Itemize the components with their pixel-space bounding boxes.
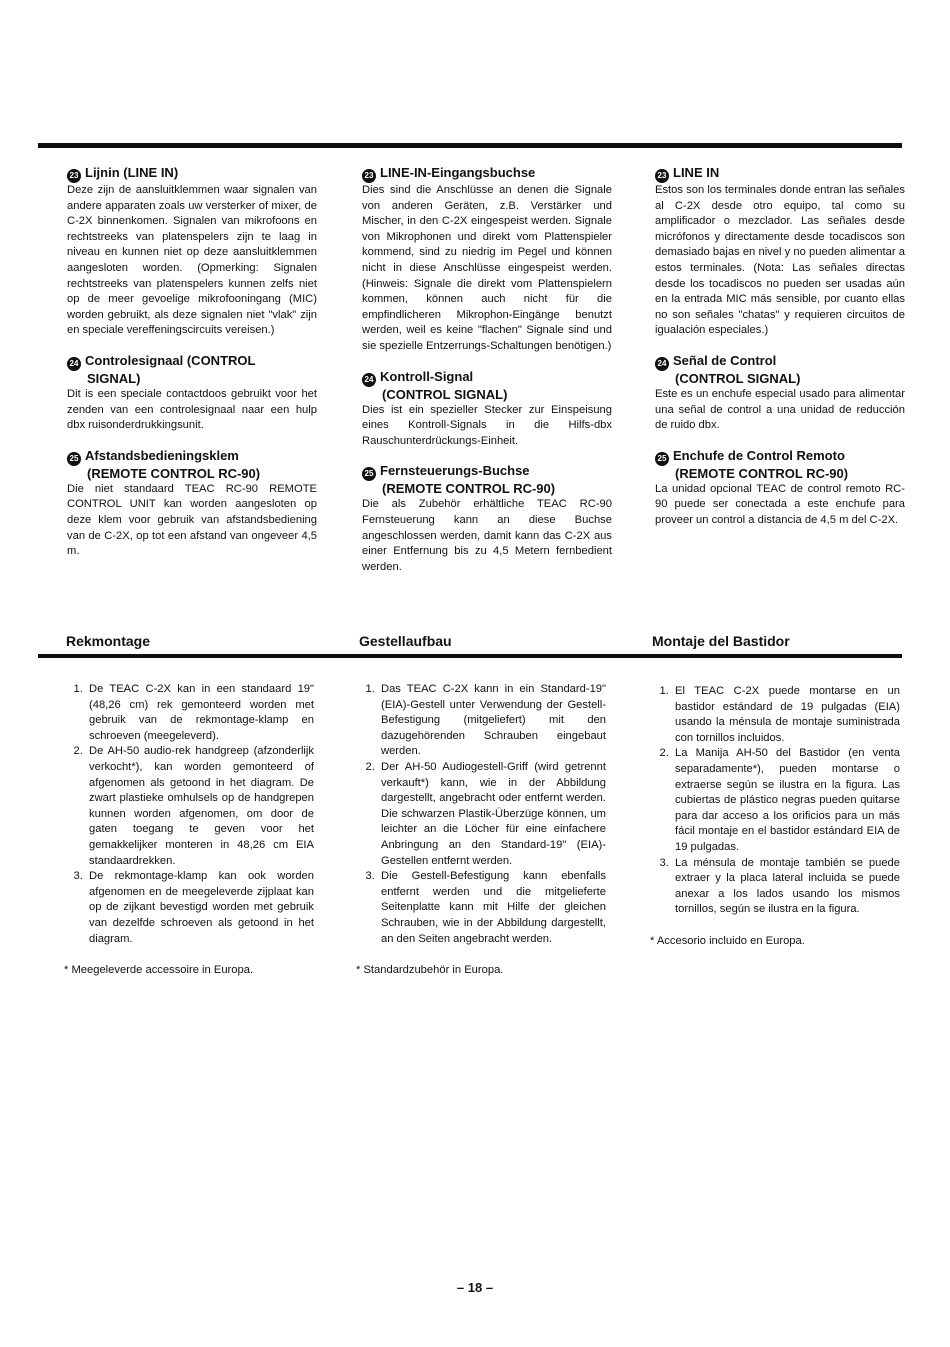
- page-number: – 18 –: [456, 1280, 494, 1295]
- section-heading-line2: (CONTROL SIGNAL): [382, 386, 508, 402]
- section-heading-line2: SIGNAL): [87, 370, 141, 386]
- column-dutch: [67, 165, 317, 574]
- section-line-in: [655, 165, 905, 339]
- section-control-signal: [655, 353, 905, 434]
- section-heading: 25 Enchufe de Control Remoto: [655, 448, 905, 466]
- rack-mount-dutch: [64, 682, 314, 979]
- section-body: Dies ist ein spezieller Stecker zur Einspeisung eines Kontroll-Signals in die Hilfs-dbx Rauschunterdrückungs-Einheit.: [362, 403, 612, 447]
- section-line-in: [67, 165, 317, 339]
- item-number-badge: 23: [655, 169, 669, 183]
- footnote: * Meegeleverde accessoire in Europa.: [64, 964, 254, 977]
- list-item: 2. De AH-50 audio-rek handgreep (afzonderlijk verkocht*), kan worden gemonteerd of afgenomen als getoond in het diagram. De zwart plastieke omhulsels op de handgrepen kunnen worden afgenomen, om door de gaten toegang te geven voor het gemakkelijker monteren in 48,26 cm EIA standaardrekken.: [86, 744, 314, 869]
- item-number-badge: 24: [67, 357, 81, 371]
- rack-mount-steps: [650, 684, 900, 918]
- section-heading-line2: (CONTROL SIGNAL): [675, 370, 801, 386]
- section-heading: 24 Kontroll-Signal: [362, 369, 612, 387]
- list-item: 2. La Manija AH-50 del Bastidor (en venta separadamente*), pueden montarse o extraerse según se ilustra en la figura. Las cubiertas de plástico negras pueden quitarse para dar acceso a los orificios para un más fácil montaje en el bastidor estándard EIA de 19 pulgadas.: [672, 746, 900, 855]
- column-spanish: [655, 165, 905, 543]
- column-german: [362, 165, 612, 589]
- section-heading-line2: (REMOTE CONTROL RC-90): [382, 481, 556, 497]
- list-item: 3. De rekmontage-klamp kan ook worden afgenomen en de meegeleverde zijplaat kan op de zijkant bevestigd worden met gebruik van dezelfde schroeven als getoond in het diagram.: [86, 869, 314, 947]
- section-heading: 24 Controlesignaal (CONTROL: [67, 353, 317, 371]
- section-remote-control: [362, 463, 612, 575]
- section-body: Dit is een speciale contactdoos gebruikt voor het zenden van een controlesignaal naar een hulp dbx ruisonderdrukkingsunit.: [67, 387, 317, 432]
- item-number-badge: 23: [67, 169, 81, 183]
- rack-mount-title-dutch: Rekmontage: [66, 633, 151, 649]
- item-number-badge: 25: [362, 467, 376, 481]
- section-body: La unidad opcional TEAC de control remoto RC-90 puede ser conectada a este enchufe para proveer un control a distancia de 4,5 m del C-2X.: [655, 482, 905, 526]
- section-body: Dies sind die Anschlüsse an denen die Signale von anderen Geräten, z.B. Verstärker und Mischer, in den C-2X eingespeist werden. Signale von Mikrophonen und direkt vom Plattenspieler kommend, sind zu niedrig im Pegel und können nicht in diese Anschlüsse eingespeist werden. (Hinweis: Signale die direkt vom Plattenspielern kommen, können auch nicht für die empfindlicheren Mikrophon-Eingänge benutzt werden, weil es keine "flachen" Signale sind und sie spezielle Entzerrungs-Schaltungen benötigen.): [362, 184, 612, 352]
- section-remote-control: [655, 448, 905, 529]
- list-item: 3. Die Gestell-Befestigung kann ebenfalls entfernt werden und die mitgelieferte Seitenplatte kann mit Hilfe der gleichen Schrauben, wie in der Abbildung dargestellt, an den Seiten angebracht werden.: [378, 869, 606, 947]
- rack-mount-german: [356, 682, 606, 979]
- section-heading: 23 LINE-IN-Eingangsbuchse: [362, 165, 612, 183]
- list-item: 1. Das TEAC C-2X kann in ein Standard-19" (EIA)-Gestell unter Verwendung der Gestell-Befestigung (mitgeliefert) mit den dazugehörenden Schrauben eingebaut werden.: [378, 682, 606, 760]
- section-heading: 23 LINE IN: [655, 165, 905, 183]
- section-control-signal: [362, 369, 612, 450]
- section-body: Estos son los terminales donde entran las señales al C-2X desde otro equipo, tal como su amplificador o mezclador. Las señales desde micrófonos y directamente desde tocadiscos son demasiado bajas en nivel y no pueden alimentar a estos terminales. (Nota: Las señales directas desde los tocadiscos no pueden ser usadas aún en la entrada MIC más sensible, por cuanto ellas no son señales "chatas" y requieren circuitos de igualación especiales.): [655, 184, 905, 337]
- footnote: * Standardzubehör in Europa.: [356, 964, 504, 977]
- section-heading: 24 Señal de Control: [655, 353, 905, 371]
- rack-mount-steps: [356, 682, 606, 947]
- list-item: 3. La ménsula de montaje también se puede extraer y la placa lateral incluida se puede anexar a los lados usando los mismos tornillos, según se ilustra en la figura.: [672, 856, 900, 918]
- section-body: Die als Zubehör erhältliche TEAC RC-90 Fernsteuerung kann an diese Buchse angeschlossen werden, damit kann das C-2X aus einer Entfernung bis zu 4,5 Metern fernbedient werden.: [362, 498, 612, 573]
- rack-mount-steps: [64, 682, 314, 947]
- section-remote-control: [67, 448, 317, 560]
- section-rule: [38, 654, 902, 658]
- section-heading: 25 Afstandsbedieningsklem: [67, 448, 317, 466]
- list-item: 1. El TEAC C-2X puede montarse en un bastidor estándard de 19 pulgadas (EIA) usando la ménsula de montaje suministrada con tornillos incluidos.: [672, 684, 900, 746]
- section-body: Este es un enchufe especial usado para alimentar una señal de control a una unidad de reducción de ruido dbx.: [655, 387, 905, 432]
- list-item: 2. Der AH-50 Audiogestell-Griff (wird getrennt verkauft*) kann, wie in der Abbildung dargestellt, angebracht oder entfernt werden. Die schwarzen Plastik-Überzüge können, um leichter an die Löcher für eine einfachere Anbringung an den Standard-19" (EIA)-Gestellen entfernt werden.: [378, 760, 606, 869]
- item-number-badge: 24: [655, 357, 669, 371]
- section-body: Deze zijn de aansluitklemmen waar signalen van andere apparaten zoals uw versterker of mixer, de C-2X binnenkomen. Signalen van mikrofoons en rechtstreeks van platenspelers zijn te laag in niveau en kunnen niet op deze aansluitklemmen aangesloten worden. (Opmerking: Signalen rechtstreeks van platenspelers kunnen zelfs niet op de meer gevoelige mikrofooningang (MIC) worden gebruikt, als deze signalen niet "vlak" zijn en speciale vereffeningscircuits vereisen.): [67, 184, 317, 337]
- section-control-signal: [67, 353, 317, 434]
- list-item: 1. De TEAC C-2X kan in een standaard 19" (48,26 cm) rek gemonteerd worden met gebruik van de rekmontage-klamp en schroeven (meegeleverd).: [86, 682, 314, 744]
- section-heading-line2: (REMOTE CONTROL RC-90): [675, 465, 849, 481]
- section-heading-line2: (REMOTE CONTROL RC-90): [87, 465, 261, 481]
- top-rule: [38, 143, 902, 148]
- item-number-badge: 25: [67, 452, 81, 466]
- item-number-badge: 24: [362, 373, 376, 387]
- rack-mount-spanish: [650, 684, 900, 950]
- section-heading: 25 Fernsteuerungs-Buchse: [362, 463, 612, 481]
- rack-mount-title-german: Gestellaufbau: [359, 633, 452, 649]
- section-heading: 23 Lijnin (LINE IN): [67, 165, 317, 183]
- item-number-badge: 25: [655, 452, 669, 466]
- section-body: Die niet standaard TEAC RC-90 REMOTE CONTROL UNIT kan worden aangesloten op deze klem voor gebruik van afstandsbediening van de C-2X, op tot een afstand van ongeveer 4,5 m.: [67, 482, 317, 558]
- rack-mount-title-spanish: Montaje del Bastidor: [652, 633, 790, 649]
- footnote: * Accesorio incluido en Europa.: [650, 934, 805, 947]
- section-line-in: [362, 165, 612, 355]
- item-number-badge: 23: [362, 169, 376, 183]
